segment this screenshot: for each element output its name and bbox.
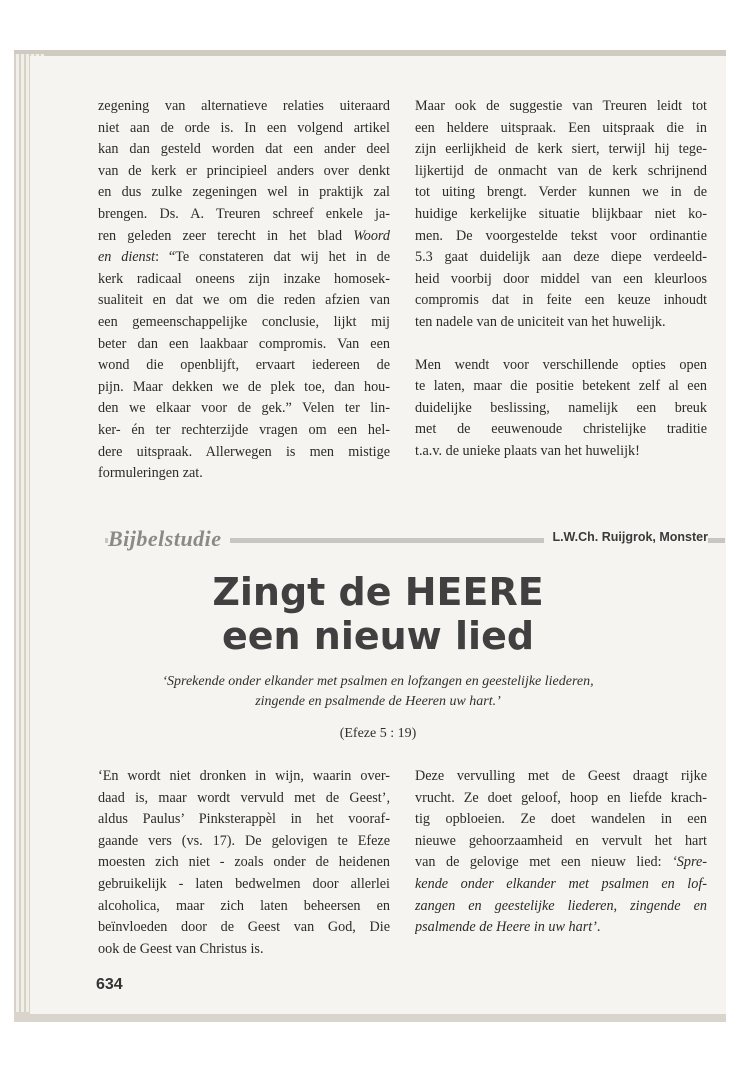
text-line: beter dan een laakbaar compromis. Van een: [98, 335, 390, 352]
paragraph-gap: [415, 334, 707, 355]
text-line: wond die openblijft, ervaart iedereen de: [98, 357, 390, 374]
text-line: heid voorbij door middel van een kleurloos: [415, 270, 707, 287]
text-line: nieuwe gehoorzaamheid en vervult het hart: [415, 832, 707, 849]
text-line: [98, 226, 390, 248]
text-line: alcoholica, maar zich laten beheersen en: [98, 897, 390, 914]
text-segment: van de gelovige met een nieuw lied:: [415, 854, 662, 871]
text-line: formuleringen zat.: [98, 465, 203, 482]
text-segment: .: [596, 919, 601, 936]
text-line: Maar ook de suggestie van Treuren leidt tot: [415, 98, 707, 114]
text-line: Deze vervulling met de Geest draagt rijke: [415, 768, 707, 784]
text-line: met de eeuwenoude christelijke traditie: [415, 421, 707, 438]
article-title: [30, 570, 726, 658]
upper-right-column: [415, 96, 707, 463]
scripture-reference: (Efeze 5 : 19): [339, 726, 417, 741]
text-line: sualiteit en dat we om die reden afzien van: [98, 292, 390, 309]
text-line: den we elkaar voor de gek.” Velen ter lin-: [98, 400, 390, 417]
text-line: te laten, maar die positie betekent zelf al een: [415, 378, 707, 395]
text-line: een heldere uitspraak. Een uitspraak die in: [415, 119, 707, 136]
text-line: lijkertijd de onmacht van de kerk schrijnend: [415, 162, 707, 179]
text-line: huidige kerkelijke situatie blijkbaar niet ko-: [415, 205, 707, 222]
text-segment: : “Te constateren dat wij het in de: [155, 249, 390, 266]
text-line: aldus Paulus’ Pinksterappèl in het vooraf-: [98, 811, 390, 828]
text-line: gebruikelijk - laten bedwelmen door allerlei: [98, 875, 390, 892]
text-line: [415, 917, 707, 939]
section-label: Bijbelstudie: [108, 526, 230, 552]
text-line: [98, 247, 390, 269]
text-line: tig opbloeien. Ze doet wandelen in een: [415, 811, 707, 828]
text-line: ‘En wordt niet dronken in wijn, waarin over-: [98, 768, 390, 784]
upper-left-column: [98, 96, 390, 485]
text-line: ook de Geest van Christus is.: [98, 940, 264, 957]
text-line: gaande vers (vs. 17). De gelovigen te Efeze: [98, 832, 390, 849]
text-line: kerk radicaal oneens zijn inzake homosek-: [98, 270, 390, 287]
title-line-2: een nieuw lied: [221, 614, 535, 658]
italic-segment: ‘Spre-: [672, 854, 707, 871]
quote-line-2: zingende en psalmende de Heeren uw hart.’: [255, 694, 501, 709]
text-line: zijn eerlijkheid de kerk siert, terwijl hij tege-: [415, 141, 707, 158]
text-line: ten nadele van de uniciteit van het huwelijk.: [415, 313, 666, 330]
italic-word: Woord: [353, 227, 390, 244]
text-line: 5.3 gaat duidelijk aan deze diepe verdeeld-: [415, 249, 707, 266]
italic-word: en dienst: [98, 249, 156, 266]
italic-segment: psalmende de Heere in uw hart’: [415, 919, 597, 936]
text-line: duidelijke beslissing, namelijk een breuk: [415, 399, 707, 416]
text-line: [415, 852, 707, 874]
text-line: t.a.v. de unieke plaats van het huwelijk!: [415, 442, 640, 459]
text-line: niet aan de orde is. In een volgend artikel: [98, 119, 390, 136]
author-byline: L.W.Ch. Ruijgrok, Monster: [544, 530, 708, 544]
book-page: [30, 56, 726, 1014]
text-line: men. De voorgestelde tekst voor ordinantie: [415, 227, 707, 244]
title-line-1: Zingt de HEERE: [212, 570, 544, 614]
text-line: zangen en geestelijke liederen, zingende en: [415, 897, 707, 914]
page-number: 634: [96, 976, 123, 993]
text-line: beïnvloeden door de Geest van God, Die: [98, 919, 390, 936]
text-line: ker- én ter rechterzijde vragen om een hel-: [98, 421, 390, 438]
text-line: daad is, maar wordt vervuld met de Geest’,: [98, 789, 390, 806]
lower-right-column: [415, 766, 707, 939]
text-line: en dus zulke zegeningen wel in praktijk zal: [98, 184, 390, 201]
lower-left-column: [98, 766, 390, 960]
text-line: van de kerk er principieel anders over denkt: [98, 162, 390, 179]
text-line: brengen. Ds. A. Treuren schreef enkele ja-: [98, 205, 390, 222]
text-line: kan dan gesteld worden dat een ander deel: [98, 141, 390, 158]
text-line: kende onder elkander met psalmen en lof-: [415, 875, 707, 892]
text-line: compromis dat in feite een keuze inhoudt: [415, 292, 707, 309]
text-line: een gemeenschappelijke conclusie, lijkt mij: [98, 313, 390, 330]
text-line: vrucht. Ze doet geloof, hoop en liefde krach-: [415, 789, 707, 806]
epigraph-quote: [30, 672, 726, 712]
text-segment: ren geleden zeer terecht in het blad: [98, 227, 343, 244]
text-line: Men wendt voor verschillende opties open: [415, 356, 707, 373]
text-line: moesten zich niet - zoals onder de heidenen: [98, 854, 390, 871]
text-line: zegening van alternatieve relaties uiteraard: [98, 98, 390, 114]
text-line: dere uitspraak. Allerwegen is men mistige: [98, 443, 390, 460]
text-line: pijn. Maar dekken we de plek toe, dan hou-: [98, 378, 390, 395]
quote-line-1: ‘Sprekende onder elkander met psalmen en lofzangen en geestelijke liederen,: [162, 674, 594, 689]
text-line: tot uiting brengt. Verder kunnen we in de: [415, 184, 707, 201]
